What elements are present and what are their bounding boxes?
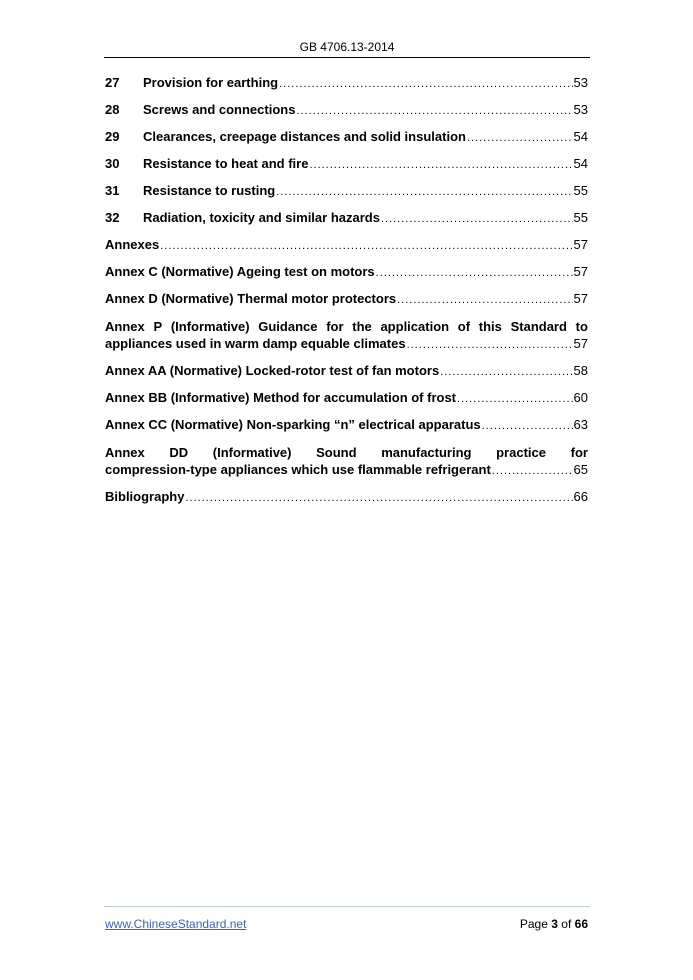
toc-entry-title[interactable]: Screws and connections <box>143 102 296 117</box>
toc-entry-32[interactable] <box>105 207 588 234</box>
toc-dot-leader <box>407 337 573 354</box>
footer-divider <box>104 906 590 907</box>
page-number <box>520 917 588 931</box>
title-word: Guidance <box>258 319 318 334</box>
toc-dot-leader <box>309 157 572 173</box>
table-of-contents <box>105 72 588 513</box>
current-page: 3 <box>551 917 558 931</box>
toc-dot-leader <box>467 130 573 146</box>
toc-dot-leader <box>440 364 572 380</box>
page-label: Page <box>519 917 548 931</box>
toc-dot-leader <box>482 418 573 434</box>
title-word: of <box>457 319 471 334</box>
toc-entry-title[interactable]: Annex D (Normative) Thermal motor protectors <box>105 291 397 306</box>
title-word: manufacturing <box>381 445 472 460</box>
toc-entry-title[interactable]: Resistance to rusting <box>143 183 276 198</box>
toc-entry-title-line2-row <box>105 335 588 354</box>
toc-entry-page[interactable]: 66 <box>573 489 588 504</box>
toc-entry-title-line1[interactable] <box>105 444 588 461</box>
title-word: for <box>326 319 344 334</box>
toc-dot-leader <box>276 184 572 200</box>
title-word: for <box>570 445 588 460</box>
toc-entry-title[interactable]: Provision for earthing <box>143 75 279 90</box>
toc-entry-page[interactable]: 65 <box>573 462 588 477</box>
page-of-label: of <box>561 917 572 931</box>
toc-entry-number: 31 <box>105 183 120 198</box>
toc-entry-page[interactable]: 57 <box>573 336 588 351</box>
toc-entry-number: 30 <box>105 156 120 171</box>
toc-entry-bibliography[interactable] <box>105 486 588 513</box>
toc-entry-number: 28 <box>105 102 120 117</box>
toc-entry-page[interactable]: 54 <box>573 129 588 144</box>
toc-entry-title-line2[interactable]: compression-type appliances which use flammable refrigerant <box>105 462 491 477</box>
title-word: DD <box>169 445 189 460</box>
toc-entry-title[interactable]: Annexes <box>105 237 160 252</box>
title-word: practice <box>496 445 546 460</box>
toc-entry-28[interactable] <box>105 99 588 126</box>
total-pages: 66 <box>574 917 588 931</box>
toc-entry-page[interactable]: 55 <box>573 183 588 198</box>
toc-entry-27[interactable] <box>105 72 588 99</box>
toc-entry-annex-d[interactable] <box>105 288 588 315</box>
toc-entry-title-line1[interactable] <box>105 318 588 335</box>
toc-entry-page[interactable]: 54 <box>573 156 588 171</box>
title-word: Standard <box>510 319 567 334</box>
title-word: to <box>575 319 588 334</box>
toc-dot-leader <box>457 391 573 407</box>
toc-entry-30[interactable] <box>105 153 588 180</box>
toc-entry-annex-aa[interactable] <box>105 360 588 387</box>
toc-dot-leader <box>296 103 572 119</box>
toc-entry-title[interactable]: Annex CC (Normative) Non-sparking “n” electrical apparatus <box>105 417 481 432</box>
toc-dot-leader <box>160 238 572 254</box>
toc-entry-annex-p[interactable] <box>105 315 588 360</box>
toc-entry-page[interactable]: 53 <box>573 102 588 117</box>
toc-entry-title-line2-row <box>105 461 588 480</box>
toc-entry-number: 32 <box>105 210 120 225</box>
title-word: P <box>153 319 163 334</box>
toc-entry-page[interactable]: 60 <box>573 390 588 405</box>
toc-entry-title[interactable]: Resistance to heat and fire <box>143 156 309 171</box>
title-word: Annex <box>105 319 145 334</box>
toc-entry-page[interactable]: 57 <box>573 264 588 279</box>
toc-entry-page[interactable]: 63 <box>573 417 588 432</box>
toc-entry-title[interactable]: Annex AA (Normative) Locked-rotor test of fan motors <box>105 363 440 378</box>
title-word: application <box>380 319 450 334</box>
toc-entry-title[interactable]: Radiation, toxicity and similar hazards <box>143 210 380 225</box>
toc-entry-title[interactable]: Bibliography <box>105 489 185 504</box>
toc-entry-page[interactable]: 55 <box>573 210 588 225</box>
toc-entry-number: 27 <box>105 75 120 90</box>
toc-dot-leader <box>376 265 573 281</box>
header-divider <box>104 57 590 58</box>
document-id-header: GB 4706.13-2014 <box>299 40 395 54</box>
toc-entry-29[interactable] <box>105 126 588 153</box>
toc-entry-annex-bb[interactable] <box>105 387 588 414</box>
toc-entry-annex-dd[interactable] <box>105 441 588 486</box>
toc-entry-title[interactable]: Clearances, creepage distances and solid insulation <box>143 129 466 144</box>
toc-dot-leader <box>397 292 572 308</box>
toc-dot-leader <box>381 211 573 227</box>
title-word: the <box>352 319 372 334</box>
title-word: this <box>478 319 502 334</box>
title-word: (Informative) <box>170 319 250 334</box>
toc-entry-page[interactable]: 57 <box>573 291 588 306</box>
toc-entry-page[interactable]: 58 <box>573 363 588 378</box>
toc-dot-leader <box>279 76 572 92</box>
toc-entry-annex-c[interactable] <box>105 261 588 288</box>
toc-dot-leader <box>185 490 572 506</box>
toc-entry-31[interactable] <box>105 180 588 207</box>
toc-entry-number: 29 <box>105 129 120 144</box>
toc-entry-title[interactable]: Annex BB (Informative) Method for accumulation of frost <box>105 390 457 405</box>
toc-entry-page[interactable]: 57 <box>573 237 588 252</box>
title-word: Annex <box>105 445 145 460</box>
toc-entry-annexes[interactable] <box>105 234 588 261</box>
toc-dot-leader <box>492 463 573 480</box>
title-word: Sound <box>316 445 357 460</box>
website-link[interactable]: www.ChineseStandard.net <box>105 917 247 931</box>
toc-entry-annex-cc[interactable] <box>105 414 588 441</box>
toc-entry-page[interactable]: 53 <box>573 75 588 90</box>
toc-entry-title[interactable]: Annex C (Normative) Ageing test on motors <box>105 264 375 279</box>
toc-entry-title-line2[interactable]: appliances used in warm damp equable climates <box>105 336 406 351</box>
title-word: (Informative) <box>212 445 292 460</box>
